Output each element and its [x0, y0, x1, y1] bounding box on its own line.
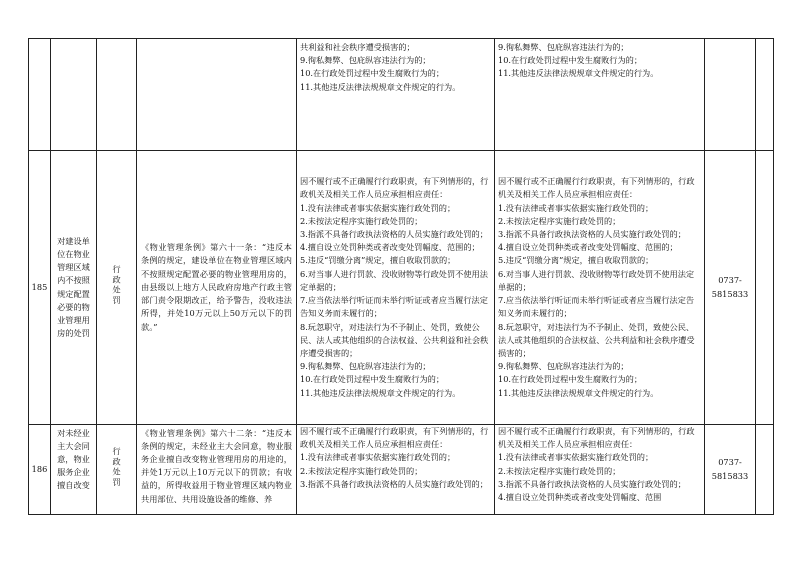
resp-line: 11.其他违反法律法规规章文件规定的行为。 — [300, 387, 461, 398]
row-number — [29, 39, 51, 151]
resp-line: 6.对当事人进行罚款、没收财物等行政处罚不使用法定单据的； — [498, 268, 695, 292]
item-name-text: 对未经业主大会同意，物业服务企业擅自改变 — [57, 427, 90, 491]
resp-line: 3.指派不具备行政执法资格的人员实施行政处罚的； — [498, 478, 686, 489]
resp-line: 5.违反“罚缴分离”规定，擅自收取罚款的； — [300, 255, 456, 266]
resp-line: 3.指派不具备行政执法资格的人员实施行政处罚的； — [300, 478, 488, 489]
resp-line: 2.未按法定程序实施行政处罚的； — [300, 215, 423, 226]
resp-line: 9.徇私舞弊、包庇纵容违法行为的； — [300, 55, 431, 66]
resp-list — [498, 425, 701, 504]
resp-line: 9.徇私舞弊、包庇纵容违法行为的； — [300, 361, 431, 372]
resp-line: 11.其他违反法律法规规章文件规定的行为。 — [300, 81, 461, 92]
resp-line: 4.擅自设立处罚种类或者改变处罚幅度、范围的； — [300, 242, 480, 253]
legal-basis — [137, 425, 297, 515]
resp-line: 2.未按法定程序实施行政处罚的； — [300, 465, 423, 476]
resp-list — [498, 41, 701, 81]
contact-phone — [705, 39, 756, 151]
table-row — [29, 39, 774, 151]
resp-line: 8.玩忽职守，对违法行为不予制止、处罚，致使公民、法人或其他组织的合法权益、公共利益和社会秩序遭受损害的； — [300, 321, 489, 358]
item-type — [97, 151, 137, 425]
responsibility-table — [28, 38, 774, 515]
contact-phone: 0737-5815833 — [705, 425, 756, 515]
legal-basis — [137, 39, 297, 151]
resp-line: 10.在行政处罚过程中发生腐败行为的； — [300, 374, 445, 385]
item-type — [97, 39, 137, 151]
responsibility-a — [297, 425, 495, 515]
resp-line: 9.徇私舞弊、包庇纵容违法行为的； — [498, 361, 629, 372]
resp-line: 1.没有法律或者事实依据实施行政处罚的； — [300, 452, 456, 463]
resp-line: 5.违反“罚缴分离”规定，擅自收取罚款的； — [498, 255, 654, 266]
resp-line: 4.擅自设立处罚种类或者改变处罚幅度、范围的； — [498, 242, 678, 253]
resp-line: 2.未按法定程序实施行政处罚的； — [498, 215, 621, 226]
resp-line: 4.擅自设立处罚种类或者改变处罚幅度、范围 — [498, 492, 662, 503]
resp-line: 11.其他违反法律法规规章文件规定的行为。 — [498, 68, 659, 79]
resp-line: 1.没有法律或者事实依据实施行政处罚的； — [498, 452, 654, 463]
resp-list — [300, 41, 491, 94]
resp-line: 3.指派不具备行政执法资格的人员实施行政处罚的； — [498, 229, 686, 240]
resp-line: 8.玩忽职守，对违法行为不予制止、处罚，致使公民、法人或其他组织的合法权益、公共利益和社会秩序遭受损害的； — [498, 321, 695, 358]
table-row — [29, 425, 774, 515]
resp-line: 因不履行或不正确履行行政职责，有下列情形的，行政机关及相关工作人员应承担相应责任： — [300, 426, 489, 450]
resp-list — [498, 175, 701, 399]
remarks-cell — [756, 39, 774, 151]
resp-line: 9.徇私舞弊、包庇纵容违法行为的； — [498, 42, 629, 52]
item-name — [51, 425, 97, 515]
responsibility-a — [297, 39, 495, 151]
resp-line: 7.应当依法举行听证而未举行听证或者应当履行法定告知义务而未履行的； — [300, 295, 488, 319]
resp-list — [300, 425, 491, 491]
legal-basis: 《物业管理条例》第六十一条：“违反本条例的规定，建设单位在物业管理区域内不按照规定配置必要的物业管理用房的，由县级以上地方人民政府房地产行政主管部门责令限期改正，给予警告，没收违法所得，并处10万元以上50万元以下的罚款。” — [137, 151, 297, 425]
item-name: 对建设单位在物业管理区域内不按照规定配置必要的物业管理用房的处罚 — [51, 151, 97, 425]
resp-line: 10.在行政处罚过程中发生腐败行为的； — [498, 55, 643, 66]
table-row — [29, 151, 774, 425]
legal-basis-text: 《物业管理条例》第六十二条：“违反本条例的规定，未经业主大会同意，物业服务企业擅自改变物业管理用房的用途的，并处1万元以上10万元以下的罚款；有收益的，所得收益用于物业管理区域内物业共用部位、共用设施设备的维修、养 — [141, 427, 292, 504]
contact-phone: 0737-5815833 — [705, 151, 756, 425]
resp-line: 7.应当依法举行听证而未举行听证或者应当履行法定告知义务而未履行的； — [498, 295, 695, 319]
remarks-cell — [756, 425, 774, 515]
item-type-text: 行政处罚 — [112, 446, 123, 488]
resp-list — [300, 175, 491, 399]
responsibility-a — [297, 151, 495, 425]
resp-line: 因不履行或不正确履行行政职责，有下列情形的，行政机关及相关工作人员应承担相应责任： — [300, 176, 489, 200]
resp-line: 因不履行或不正确履行行政职责，有下列情形的，行政机关及相关工作人员应承担相应责任： — [498, 426, 695, 450]
responsibility-b — [495, 151, 705, 425]
resp-line: 10.在行政处罚过程中发生腐败行为的； — [498, 374, 643, 385]
remarks-cell — [756, 151, 774, 425]
resp-line: 10.在行政处罚过程中发生腐败行为的； — [300, 68, 445, 79]
responsibility-b — [495, 39, 705, 151]
resp-line: 3.指派不具备行政执法资格的人员实施行政处罚的； — [300, 229, 488, 240]
resp-line: 1.没有法律或者事实依据实施行政处罚的； — [498, 202, 654, 213]
item-name — [51, 39, 97, 151]
row-number: 186 — [29, 425, 51, 515]
resp-line: 因不履行或不正确履行行政职责，有下列情形的，行政机关及相关工作人员应承担相应责任： — [498, 176, 695, 200]
resp-line: 11.其他违反法律法规规章文件规定的行为。 — [498, 387, 659, 398]
resp-line: 2.未按法定程序实施行政处罚的； — [498, 465, 621, 476]
row-number: 185 — [29, 151, 51, 425]
resp-line: 共利益和社会秩序遭受损害的； — [300, 42, 415, 52]
item-type — [97, 425, 137, 515]
item-type-text: 行政处罚 — [112, 264, 123, 306]
resp-line: 1.没有法律或者事实依据实施行政处罚的； — [300, 202, 456, 213]
responsibility-b — [495, 425, 705, 515]
resp-line: 6.对当事人进行罚款、没收财物等行政处罚不使用法定单据的； — [300, 268, 488, 292]
